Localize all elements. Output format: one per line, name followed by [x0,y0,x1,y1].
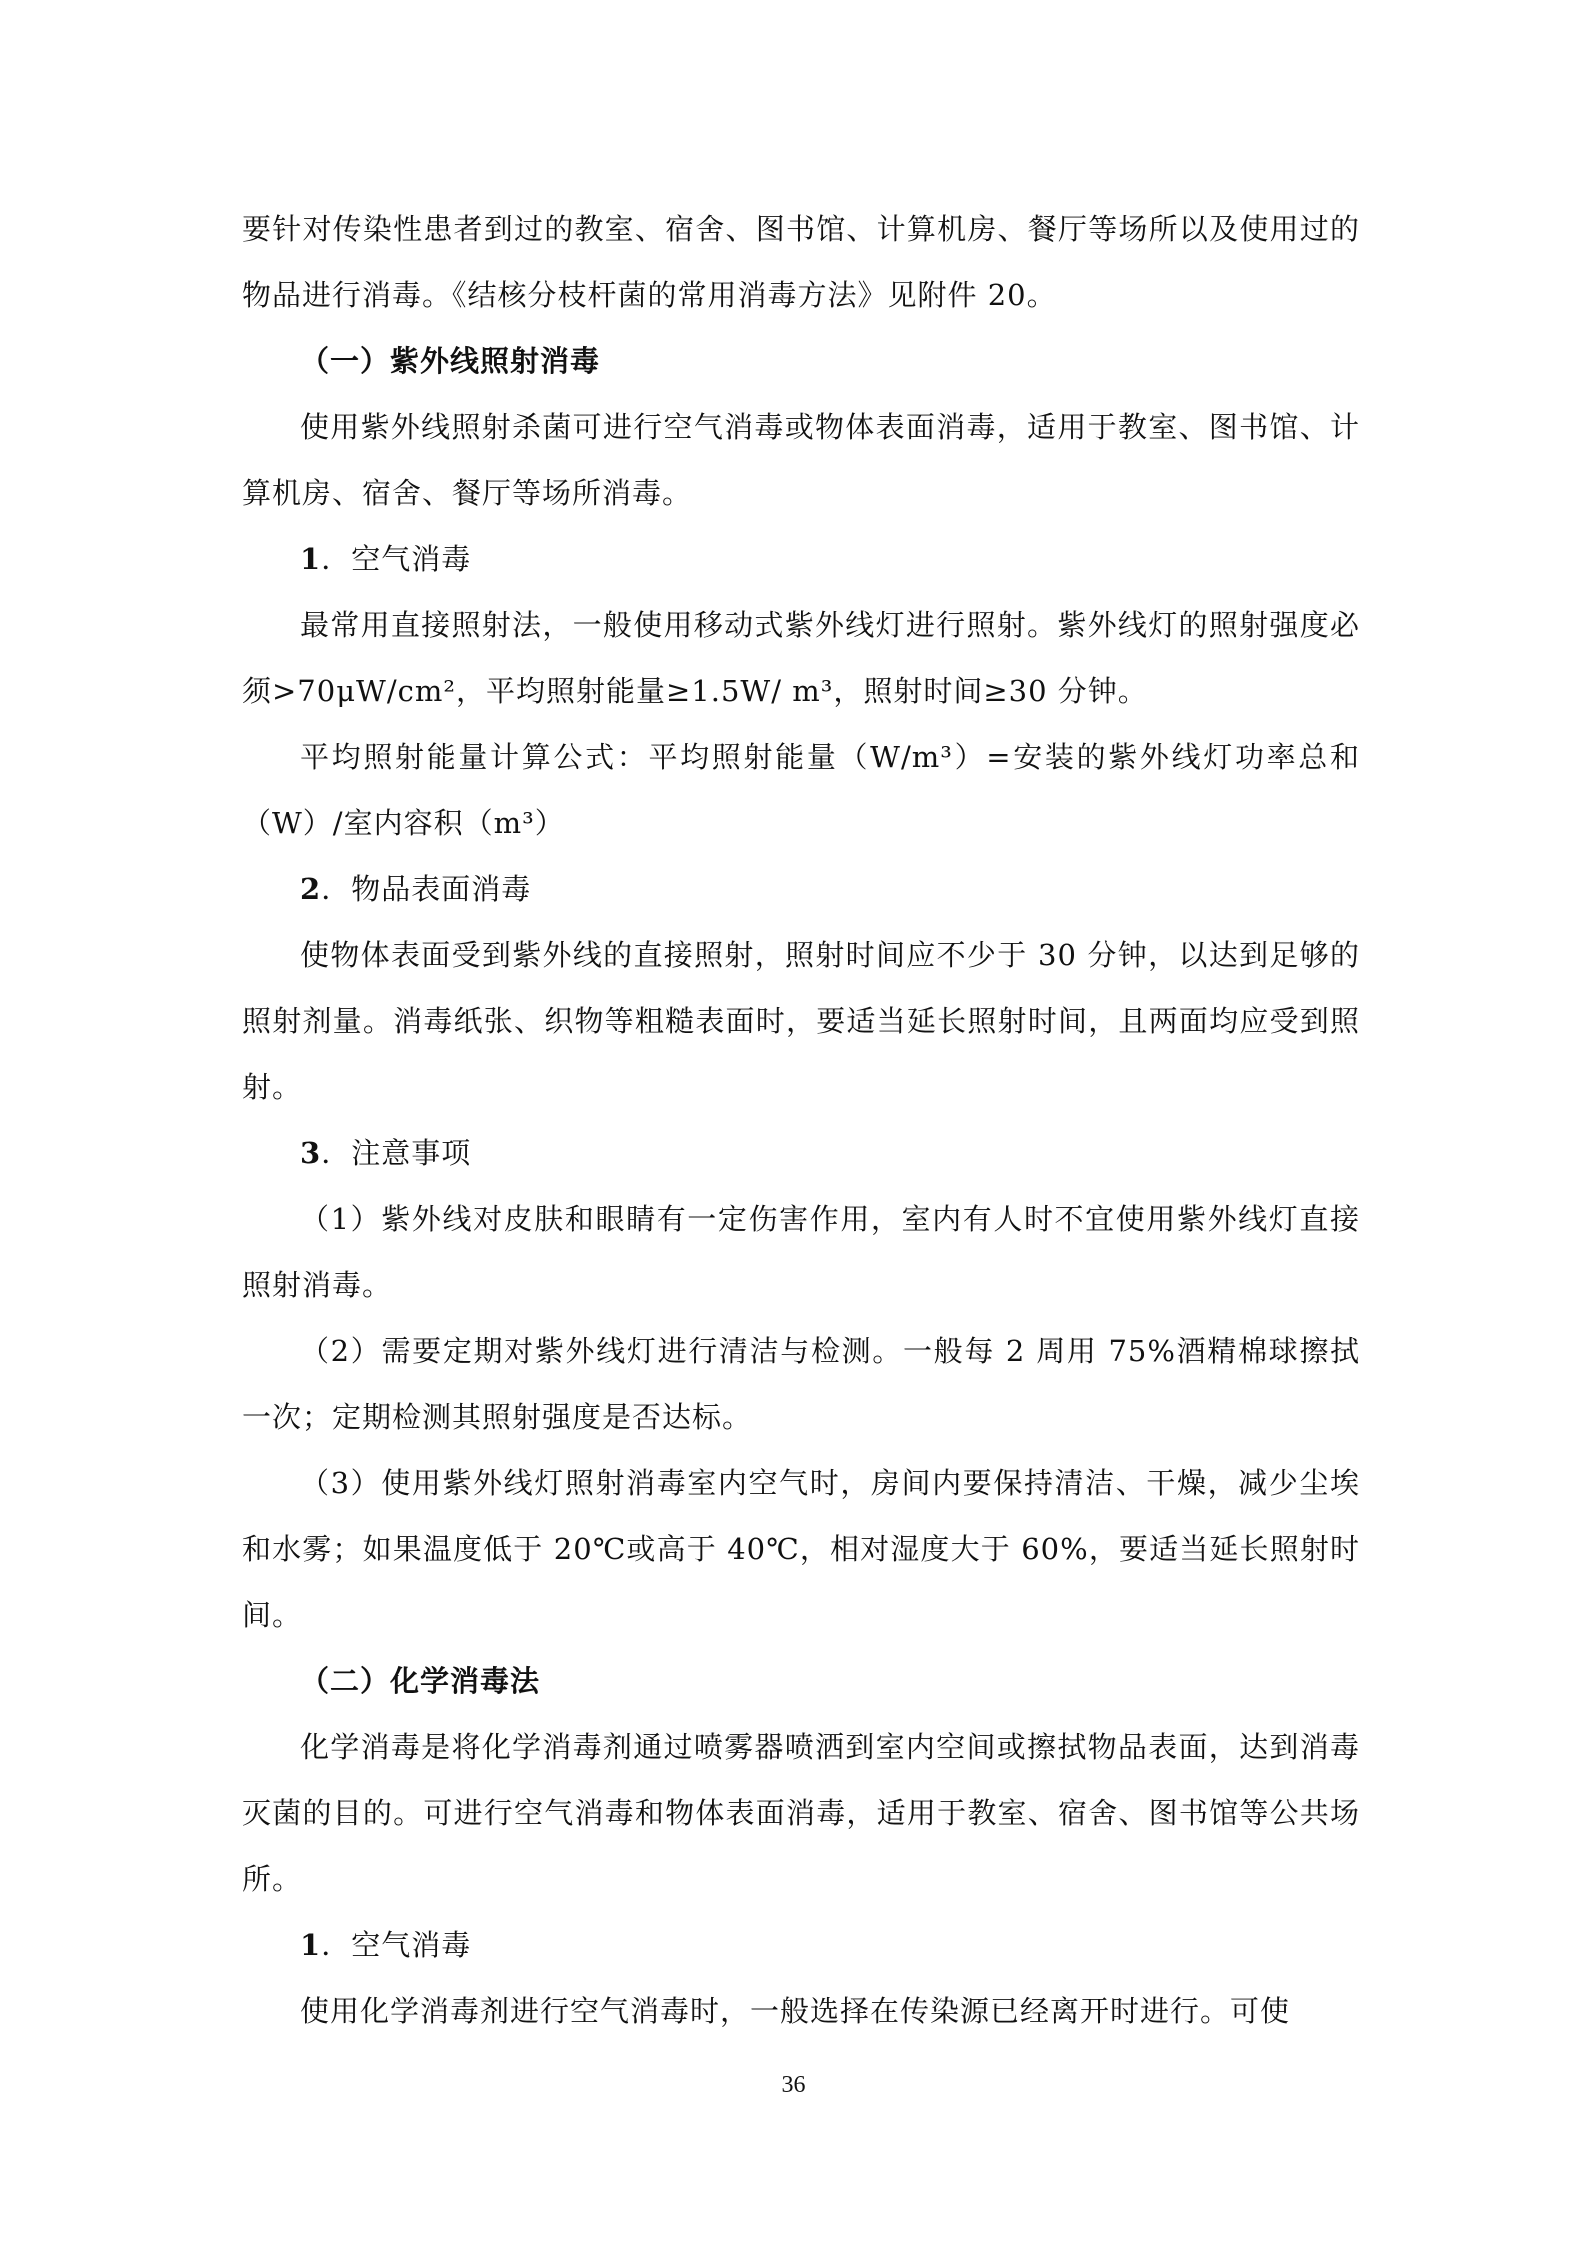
page-number: 36 [781,2072,806,2098]
precaution-note-3: （3）使用紫外线灯照射消毒室内空气时，房间内要保持清洁、干燥，减少尘埃和水雾；如果温度低于 20℃或高于 40℃，相对湿度大于 60%，要适当延长照射时间。 [242,1466,1360,1632]
subsection-precautions-heading [242,1120,1360,1186]
section-1-description: 使用紫外线照射杀菌可进行空气消毒或物体表面消毒，适用于教室、图书馆、计算机房、宿舍、餐厅等场所消毒。 [242,410,1360,510]
subsection-chemical-air-heading [242,1912,1360,1978]
energy-formula-paragraph: 平均照射能量计算公式：平均照射能量（W/m³）=安装的紫外线灯功率总和（W）/室内容积（m³） [242,740,1360,840]
subsection-surface-disinfection-heading [242,856,1360,922]
subsection-air-disinfection-heading [242,526,1360,592]
subsection-title: ．注意事项 [321,1136,472,1170]
surface-disinfection-paragraph: 使物体表面受到紫外线的直接照射，照射时间应不少于 30 分钟，以达到足够的照射剂量。消毒纸张、织物等粗糙表面时，要适当延长照射时间，且两面均应受到照射。 [242,938,1360,1104]
subsection-number: 3 [300,1136,322,1170]
precaution-note-2: （2）需要定期对紫外线灯进行清洁与检测。一般每 2 周用 75%酒精棉球擦拭一次；定期检测其照射强度是否达标。 [242,1334,1360,1434]
section-1-heading: （一）紫外线照射消毒 [300,344,601,378]
subsection-title: ．空气消毒 [321,1928,472,1962]
subsection-number: 1 [300,542,322,576]
subsection-title: ．空气消毒 [321,542,472,576]
text-column [242,196,1360,2044]
subsection-number: 2 [300,872,322,906]
section-2-description: 化学消毒是将化学消毒剂通过喷雾器喷洒到室内空间或擦拭物品表面，达到消毒灭菌的目的。可进行空气消毒和物体表面消毒，适用于教室、宿舍、图书馆等公共场所。 [242,1730,1360,1896]
precaution-note-1: （1）紫外线对皮肤和眼睛有一定伤害作用，室内有人时不宜使用紫外线灯直接照射消毒。 [242,1202,1360,1302]
intro-paragraph: 要针对传染性患者到过的教室、宿舍、图书馆、计算机房、餐厅等场所以及使用过的物品进行消毒。《结核分枝杆菌的常用消毒方法》见附件 20。 [242,212,1360,312]
section-2-heading: （二）化学消毒法 [300,1664,541,1698]
chemical-air-paragraph: 使用化学消毒剂进行空气消毒时，一般选择在传染源已经离开时进行。可使 [300,1994,1291,2028]
subsection-title: ．物品表面消毒 [321,872,532,906]
subsection-number: 1 [300,1928,322,1962]
air-disinfection-paragraph: 最常用直接照射法，一般使用移动式紫外线灯进行照射。紫外线灯的照射强度必须>70μW/cm²，平均照射能量≥1.5W/ m³，照射时间≥30 分钟。 [242,608,1360,708]
